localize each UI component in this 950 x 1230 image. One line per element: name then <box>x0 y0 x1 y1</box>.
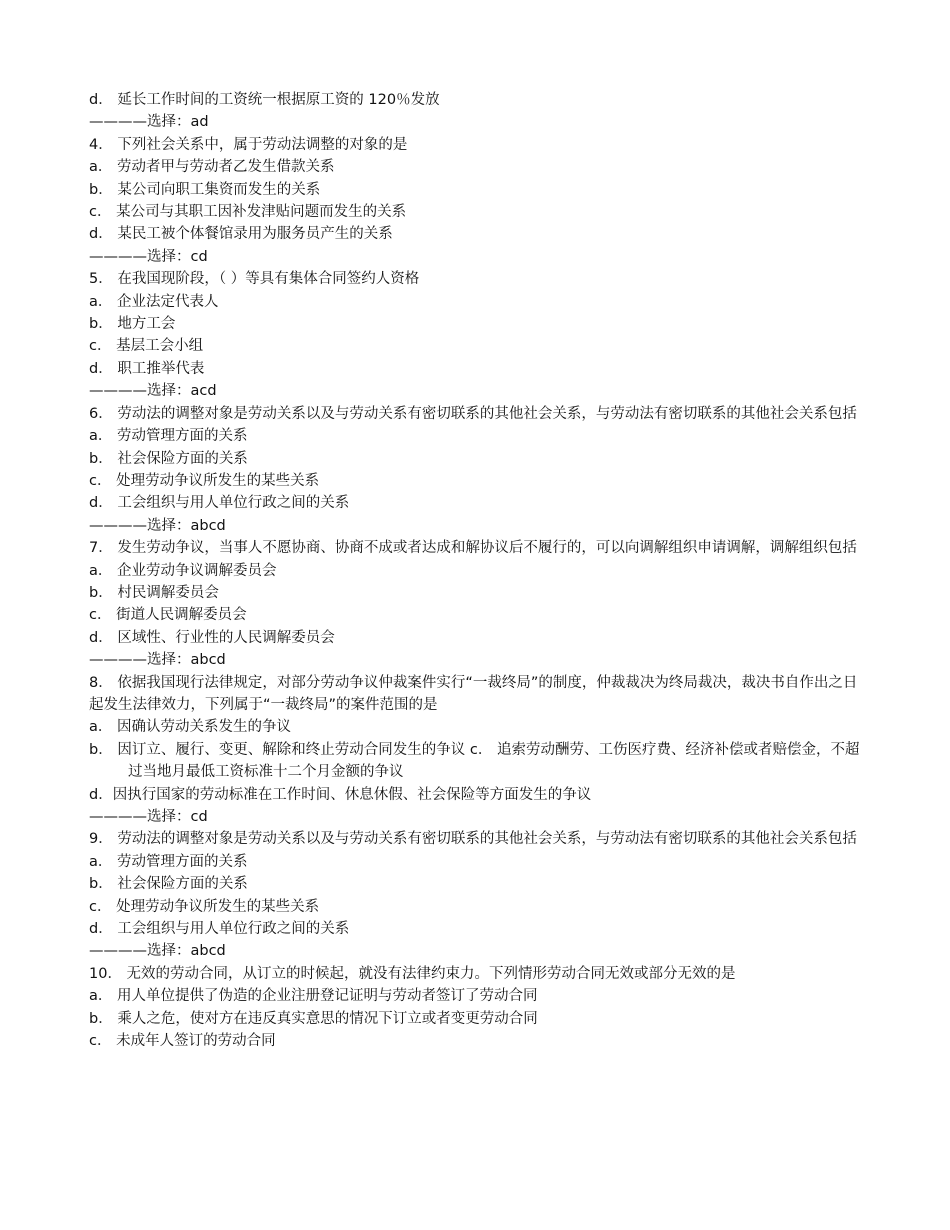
option-line: d． 延长工作时间的工资统一根据原工资的 120％发放 <box>89 92 440 108</box>
answer-line: ————选择：acd <box>89 383 217 400</box>
option-line: a． 劳动管理方面的关系 <box>89 853 248 870</box>
answer-line: ————选择：ad <box>89 114 209 131</box>
question-line: 5． 在我国现阶段，（ ）等具有集体合同签约人资格 <box>89 271 420 288</box>
option-line: a． 劳动管理方面的关系 <box>89 428 248 445</box>
option-line: d． 工会组织与用人单位行政之间的关系 <box>89 495 350 512</box>
answer-line: ————选择：abcd <box>89 652 226 669</box>
answer-line: ————选择：abcd <box>89 517 226 534</box>
option-line: d． 某民工被个体餐馆录用为服务员产生的关系 <box>89 226 393 243</box>
option-line: b． 某公司向职工集资而发生的关系 <box>89 181 321 198</box>
option-line: c． 街道人民调解委员会 <box>89 607 247 624</box>
option-line: d． 职工推举代表 <box>89 360 205 377</box>
option-line: d．因执行国家的劳动标准在工作时间、休息休假、社会保险等方面发生的争议 <box>89 786 592 803</box>
option-line: a． 用人单位提供了伪造的企业注册登记证明与劳动者签订了劳动合同 <box>89 988 538 1005</box>
answer-line: ————选择：cd <box>89 248 208 265</box>
option-line: b． 村民调解委员会 <box>89 584 219 601</box>
option-line: d． 工会组织与用人单位行政之间的关系 <box>89 921 350 938</box>
option-line: a． 企业劳动争议调解委员会 <box>89 562 277 579</box>
option-line: b． 社会保险方面的关系 <box>89 450 248 467</box>
option-line: c． 基层工会小组 <box>89 338 204 355</box>
option-line: a． 因确认劳动关系发生的争议 <box>89 719 291 736</box>
option-line: c． 某公司与其职工因补发津贴问题而发生的关系 <box>89 204 407 221</box>
question-line: 7． 发生劳动争议，当事人不愿协商、协商不成或者达成和解协议后不履行的，可以向调解组织申请调解，调解组织包括 <box>89 540 857 557</box>
answer-line: ————选择：abcd <box>89 943 226 960</box>
option-line: a． 企业法定代表人 <box>89 293 219 310</box>
option-line: c． 处理劳动争议所发生的某些关系 <box>89 472 320 489</box>
question-line: 9． 劳动法的调整对象是劳动关系以及与劳动关系有密切联系的其他社会关系，与劳动法有密切联系的其他社会关系包括 <box>89 831 857 848</box>
option-line: b． 地方工会 <box>89 316 176 333</box>
option-line: a． 劳动者甲与劳动者乙发生借款关系 <box>89 159 335 176</box>
option-line: c． 未成年人签订的劳动合同 <box>89 1033 276 1050</box>
question-line: 6． 劳动法的调整对象是劳动关系以及与劳动关系有密切联系的其他社会关系，与劳动法有密切联系的其他社会关系包括 <box>89 405 857 422</box>
option-line: b． 因订立、履行、变更、解除和终止劳动合同发生的争议 c． 追索劳动酬劳、工伤医疗费、经济补偿或者赔偿金，不超过当地月最低工资标准十二个月金额的争议 <box>89 741 860 781</box>
document-body <box>89 89 869 1052</box>
option-line: c． 处理劳动争议所发生的某些关系 <box>89 898 320 915</box>
option-line: b． 乘人之危，使对方在违反真实意思的情况下订立或者变更劳动合同 <box>89 1010 538 1027</box>
option-line: d． 区域性、行业性的人民调解委员会 <box>89 629 335 646</box>
option-line: b． 社会保险方面的关系 <box>89 876 248 893</box>
answer-line: ————选择：cd <box>89 809 208 825</box>
question-line: 10． 无效的劳动合同，从订立的时候起，就没有法律约束力。下列情形劳动合同无效或部分无效的是 <box>89 965 736 982</box>
question-line: 8． 依据我国现行法律规定，对部分劳动争议仲裁案件实行“一裁终局”的制度，仲裁裁决为终局裁决，裁决书自作出之日起发生法律效力，下列属于“一裁终局”的案件范围的是 <box>89 674 858 713</box>
question-line: 4． 下列社会关系中，属于劳动法调整的对象的是 <box>89 136 408 153</box>
